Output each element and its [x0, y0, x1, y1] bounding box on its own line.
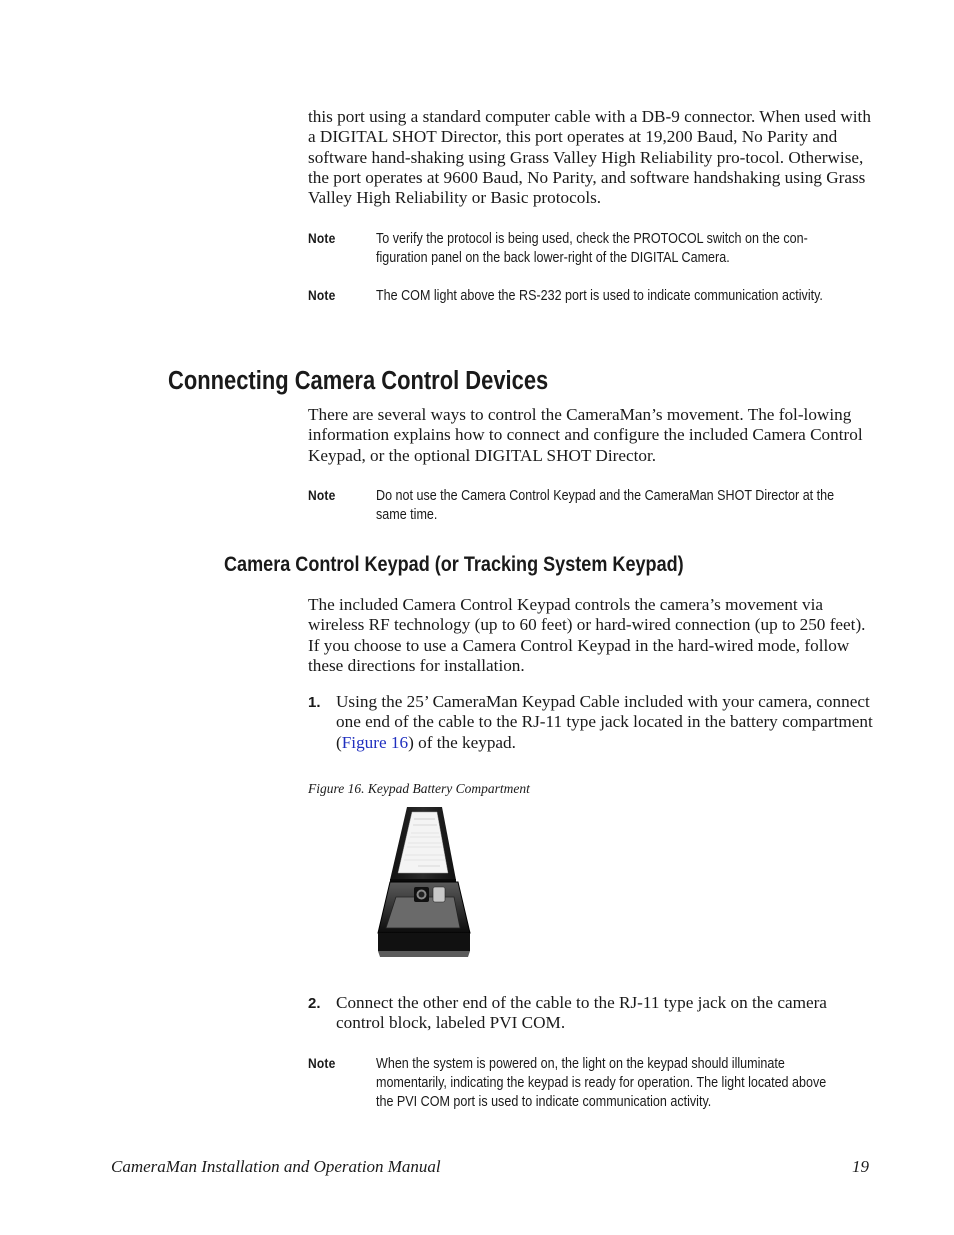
- step-number: 2.: [308, 995, 321, 1012]
- figure-caption: Figure 16. Keypad Battery Compartment: [308, 781, 530, 796]
- section-paragraph: There are several ways to control the CameraMan’s movement. The fol-lowing information explains how to connect and configure the included Camera Control Keypad, or the optional DIGITAL SHOT Director.: [308, 405, 863, 465]
- footer-title: CameraMan Installation and Operation Manual: [111, 1157, 441, 1176]
- step-text-after: ) of the keypad.: [408, 732, 516, 752]
- subsection-heading: Camera Control Keypad (or Tracking System Keypad): [224, 553, 684, 576]
- step-text: [336, 692, 873, 753]
- note-text: To verify the protocol is being used, check the PROTOCOL switch on the con-figuration panel on the back lower-right of the DIGITAL Camera.: [376, 231, 808, 266]
- note-text: When the system is powered on, the light on the keypad should illuminate momentarily, indicating the keypad is ready for operation. The light located above the PVI COM port is used to indicate communication activity.: [376, 1056, 827, 1110]
- note-label: Note: [308, 1055, 336, 1071]
- step-text-before: Using the 25’ CameraMan Keypad Cable included with your camera, connect one end of the cable to the RJ-11 type jack located in the battery compartment (: [336, 692, 873, 752]
- note-label: Note: [308, 287, 336, 303]
- intro-paragraph: this port using a standard computer cable with a DB-9 connector. When used with a DIGITAL SHOT Director, this port operates at 19,200 Baud, No Parity and software hand-shaking using Grass Valley High Reliability pro-tocol. Otherwise, the port operates at 9600 Baud, No Parity, and software handshaking using Grass Valley High Reliability or Basic protocols.: [308, 107, 871, 208]
- step-text: Connect the other end of the cable to the RJ-11 type jack on the camera control block, labeled PVI COM.: [336, 993, 827, 1033]
- section-heading: Connecting Camera Control Devices: [168, 367, 549, 395]
- note-label: Note: [308, 487, 336, 503]
- page-number: 19: [852, 1157, 869, 1176]
- keypad-battery-illustration: [376, 805, 472, 960]
- note-text: The COM light above the RS-232 port is used to indicate communication activity.: [376, 288, 823, 304]
- note-text: Do not use the Camera Control Keypad and the CameraMan SHOT Director at the same time.: [376, 488, 835, 523]
- note-label: Note: [308, 230, 336, 246]
- figure-link[interactable]: Figure 16: [341, 732, 409, 752]
- subsection-paragraph: The included Camera Control Keypad controls the camera’s movement via wireless RF technology (up to 60 feet) or hard-wired connection (up to 250 feet). If you choose to use a Camera Control Keypad in the hard-wired mode, follow these directions for installation.: [308, 595, 866, 675]
- step-number: 1.: [308, 694, 321, 711]
